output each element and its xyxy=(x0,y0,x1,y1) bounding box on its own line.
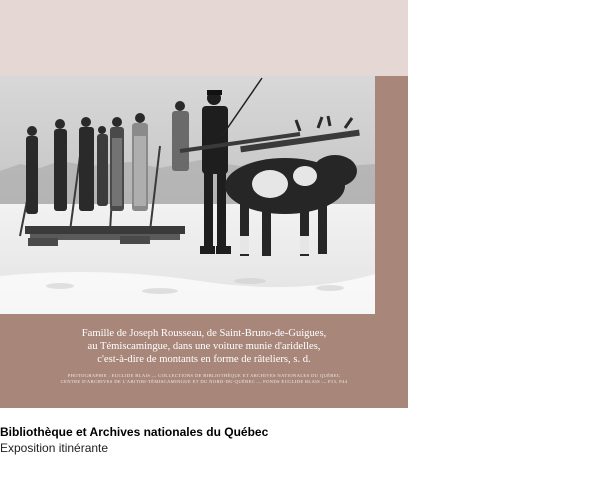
caption-area xyxy=(0,314,408,408)
credit-line-1: PHOTOGRAPHIE : EUCLIDE BLAIS — COLLECTIONS DE BIBLIOTHÈQUE ET ARCHIVES NATIONALES DU QUÉBEC xyxy=(67,372,341,378)
caption-line-1: Famille de Joseph Rousseau, de Saint-Bruno-de-Guigues, xyxy=(81,328,327,339)
institution-title: Bibliothèque et Archives nationales du Québec xyxy=(0,425,269,439)
historical-photograph xyxy=(0,76,375,314)
top-color-band xyxy=(0,0,408,76)
caption-line-3: c'est-à-dire de montants en forme de râteliers, s. d. xyxy=(97,354,311,366)
photo-caption xyxy=(40,327,368,367)
exhibition-subtitle: Exposition itinérante xyxy=(0,441,109,455)
ox-sled-photo-illustration xyxy=(0,76,375,314)
photo-credit xyxy=(8,373,400,386)
credit-line-2: CENTRE D'ARCHIVES DE L'ABITIBI-TÉMISCAMINGUE ET DU NORD-DU-QUÉBEC — FONDS EUCLIDE BLAIS — P13, P44 xyxy=(60,379,348,385)
caption-line-2: au Témiscamingue, dans une voiture munie d'aridelles, xyxy=(87,341,321,353)
